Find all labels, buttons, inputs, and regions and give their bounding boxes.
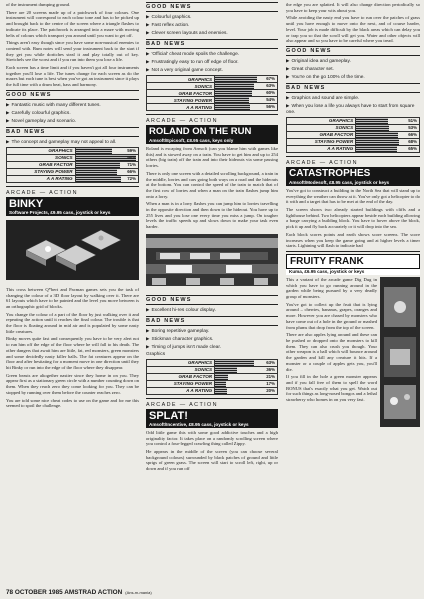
rating-row (147, 387, 278, 394)
rating-table (6, 147, 139, 183)
rating-label: GRAPHICS (147, 359, 215, 366)
column-1 (6, 2, 139, 411)
rating-value: 72% (127, 175, 136, 181)
rating-bar (215, 366, 278, 373)
rating-fill (76, 169, 117, 175)
page-footer (6, 589, 152, 596)
article-text: You've got to collect up the fruit that is lying around – cherries, bananas, grapes, oranges and more. However you are chased by monsters who have come out of a hole in the ground or mashed from plums that drop from the top of the screen. (286, 301, 377, 330)
article-text: The screen shows two already started buildings with cliffs and a lighthouse behind. Two helicopters appear beside each building allowing a barge carrying a building block. You have to hover above the block, pick it up and fly back accurately or it will drop into the sea. (286, 207, 420, 230)
review-subtitle: Amsoft/Modesoft, £8.95 cass, joystick or keys (286, 180, 420, 186)
rating-fill (356, 139, 399, 145)
rating-value: 56% (266, 104, 275, 109)
minus-icon: ▶ (6, 138, 10, 144)
column-3 (286, 2, 420, 427)
bad-point: ▶ Not a very original game concept. (146, 67, 223, 73)
rating-row (147, 359, 278, 366)
bad-news-heading: BAD NEWS (146, 39, 278, 49)
review-title: ROLAND ON THE RUN (146, 125, 278, 138)
plus-icon: ▶ (146, 22, 150, 27)
section-label: ARCADE — ACTION (286, 159, 358, 166)
rating-value: 60% (266, 90, 275, 95)
plus-icon: ▶ (286, 57, 290, 63)
article-text: When a man is in a lorry flashes you can jump him to lorries travelling in the opposite direction and then down to the hideout. You have up to 255 lives and you lose one every time you miss a jump. On tougher levels the traffic speeds up and slows down to make your task even harder. (146, 201, 278, 230)
review-title: CATASTROPHES (286, 167, 420, 180)
rating-value: 59% (127, 147, 136, 153)
rating-bar (215, 380, 278, 387)
good-news-heading: GOOD NEWS (146, 295, 278, 305)
minus-icon: ▶ (146, 51, 150, 56)
rating-fill (215, 104, 250, 110)
rating-label: GRAB FACTOR (287, 131, 356, 138)
rating-table (286, 117, 420, 153)
plus-icon: ▶ (6, 117, 10, 123)
article-text: You change the colour of a part of the floor by just walking over it and repeating the action until it reaches the final colour. The trouble is that the floor is floating around in mid air and is populated by some nasty little creatures. (6, 311, 139, 334)
rating-bar (75, 154, 138, 161)
rating-fill (356, 118, 388, 124)
rating-value: 65% (408, 145, 417, 151)
rating-fill (215, 374, 228, 380)
rating-label: STAYING POWER (7, 168, 76, 175)
rating-label: A A RATING (147, 104, 215, 111)
rating-row (147, 373, 278, 380)
good-point: ▶ Fast reflex action. (146, 22, 190, 28)
article-text: Roland is escaping from Arnsoft (can you blame him with games like this) and is stowed away on a train. You have to get him and up to 254 others (big train) off the train and into their hideouts via some passing lorries. (146, 146, 278, 169)
rating-label: GRAB FACTOR (147, 373, 215, 380)
article-text: There are 20 screens made up of a patchwork of four colours. One instrument will correspond to each colour tone and has to be picked up and brought back to the centre of the screen where a triangle flashes to indicate its place. The patchwork is arranged into a maze with moving belts of colours which transport you around until you want to get off. (6, 9, 139, 38)
good-point: ▶ You're on the go 100% of the time. (286, 73, 365, 80)
rating-bar (215, 76, 278, 83)
rating-bar (356, 124, 420, 131)
rating-bar (75, 147, 138, 154)
review-subtitle: Software Projects, £9.95 cass, joystick or keys (6, 210, 139, 216)
rating-value: 51% (408, 117, 417, 123)
plus-icon: ▶ (286, 73, 290, 79)
rating-label: A A RATING (7, 175, 76, 182)
rating-row (287, 117, 420, 124)
section-label: ARCADE — ACTION (6, 189, 78, 196)
minus-icon: ▶ (146, 335, 150, 341)
good-news-heading: GOOD NEWS (146, 2, 278, 12)
rating-value: 53% (408, 124, 417, 130)
rating-label: GRAB FACTOR (147, 90, 215, 97)
bad-tail: Graphics (146, 351, 166, 357)
rating-label: STAYING POWER (147, 97, 215, 104)
rating-row (147, 97, 278, 104)
rating-label: SONICS (147, 83, 215, 90)
rating-fill (215, 381, 226, 387)
rating-label: A A RATING (287, 145, 356, 152)
minus-icon: ▶ (286, 102, 290, 108)
review-title: SPLAT! (146, 409, 278, 422)
article-text: You are told some nice cheat codes to use on the game and for me this seemed to spoil the challenge. (6, 397, 139, 409)
rating-fill (215, 97, 248, 103)
rating-row (287, 124, 420, 131)
minus-icon: ▶ (146, 343, 150, 349)
rating-row (7, 154, 139, 161)
good-point: ▶ Novel gameplay and scenario. (6, 117, 76, 124)
rating-label: STAYING POWER (147, 380, 215, 387)
rating-value: 21% (266, 373, 275, 379)
fruity-frank-screenshot (380, 277, 420, 427)
article-text: Green beasts are altogether nastier since they home in on you. They appear first as a stationary green circle with a number counting down on them. When they reach zero they come looking for you. They can be stopped by running over them before the counter reaches zero. (6, 372, 139, 395)
rating-bar (356, 117, 420, 124)
section-label: ARCADE — ACTION (146, 401, 218, 408)
review-title: FRUITY FRANK (286, 254, 420, 269)
rating-bar (75, 175, 138, 182)
minus-icon: ▶ (286, 94, 290, 100)
rating-label: STAYING POWER (287, 138, 356, 145)
article-text: This a variant of the arcade game Dig Dug in which you have to go running around in the garden while being pursued by a very deadly group of monsters. (286, 276, 377, 300)
review-subtitle: Kuma, £6.95 cass, joystick or keys (286, 269, 420, 275)
plus-icon: ▶ (286, 65, 290, 71)
article-text: He appears in the middle of the screen (you can choose several background colours) surrounded by black patches of ground and little sprigs of green grass. The screen will start to scroll left, right, up or down and if you run off (146, 448, 278, 472)
article-text: of the instrument dumping ground. (6, 2, 71, 7)
rating-bar (215, 359, 278, 366)
rating-fill (76, 148, 113, 154)
rating-bar (215, 104, 278, 111)
article-text: Each block scores points and earth shows score screens. The score increases when you keep the game going and at higher levels a timer starts. Lightning will flash to indicate bad (286, 231, 420, 249)
rating-bar (356, 138, 420, 145)
good-news-heading: GOOD NEWS (286, 46, 420, 56)
rating-row (287, 131, 420, 138)
rating-fill (356, 125, 389, 131)
rating-value: 63% (266, 83, 275, 88)
good-news-heading: GOOD NEWS (6, 90, 139, 100)
rating-row (7, 168, 139, 175)
column-2 (146, 2, 278, 474)
article-text: Odd little game this with some good addictive touches and a high originality factor. It takes place on a randomly scrolling screen where you control a four-legged crawling thing called Zippy. (146, 429, 278, 447)
bad-point: ▶ Frustratingly easy to run off edge of floor. (146, 59, 239, 65)
plus-icon: ▶ (6, 109, 10, 115)
article-text: While avoiding the nasty end you have to run over the patches of grass until you have enough to move onto the next, and of course harder, level. Your job is made difficult by the black areas which can delay you or trap you so that the scroll will get you. Water and other objects will also appear and so you have to be careful where you tread. (286, 15, 420, 44)
rating-value: 36% (266, 366, 275, 372)
rating-row (147, 90, 278, 97)
rating-fill (356, 146, 397, 152)
bad-point: ▶ Timing of jumps isn't made clear. (146, 343, 221, 350)
rating-fill (215, 90, 252, 96)
rating-value: 66% (408, 131, 417, 137)
article-text: the edge you are splatted. It will also change direction periodically so you have to keep your wits about you. (286, 2, 420, 13)
rating-label: GRAPHICS (7, 147, 76, 154)
rating-fill (215, 76, 256, 82)
rating-bar (215, 83, 278, 90)
review-subtitle: Amsoft/Epicsoft, £8.95 cass, keys only (146, 138, 278, 144)
binky-screenshot (6, 220, 139, 280)
rating-value: 54% (266, 97, 275, 102)
footer-text: 78 OCTOBER 1985 AMSTRAD ACTION (6, 589, 123, 596)
rating-fill (356, 132, 397, 138)
rating-value: 71% (127, 161, 136, 167)
good-point: ▶ Excellent hi-res colour display. (146, 306, 216, 313)
rating-row (147, 104, 278, 111)
good-point: ▶ Fantastic music with many different tunes. (6, 101, 101, 108)
rating-row (287, 138, 420, 145)
bad-news-heading: BAD NEWS (286, 83, 420, 93)
rating-label: GRAPHICS (287, 117, 356, 124)
rating-label: GRAB FACTOR (7, 161, 76, 168)
rating-row (147, 380, 278, 387)
article-text: Things aren't easy though since you have some non-musical enemies to contend with. Bum notes will send your instrument back to the start if they get you while doritches steal it and play totally out of key. Streichels see the worst and if you run into them you lose a life. (6, 40, 139, 63)
bad-point: ▶ Boring repetitive gameplay. (146, 327, 210, 334)
rating-fill (76, 162, 120, 168)
article-text: Each screen has a time limit and if you haven't got all four instruments together you'll lose a life. The tunes change for each screen as do the mazes but each tune is best when you've got an instrument since it plays the full time with a drum beat, bass and harmony. (6, 65, 139, 88)
rating-value: 66% (127, 168, 136, 174)
rating-value: 96% (127, 154, 136, 160)
plus-icon: ▶ (146, 14, 150, 19)
rating-bar (215, 387, 278, 394)
article-text: There are also apples lying around and these can be pushed or dropped onto the monsters to kill them. They can also crush you though. Your other weapon is a ball which will bounce around the garden and kill any creature it hits. If a monster or a couple of apples gets you, you'll die. (286, 332, 377, 372)
rating-table (146, 75, 278, 111)
divider (6, 186, 139, 187)
article-text: If you fill in the hole a green monster appears and if you fall free of them to spell the word BONUS that's exactly what you get. Watch out for such things as long-nosed bongos and a lethal strawberry who homes in on you very fast. (286, 374, 377, 403)
rating-bar (356, 131, 420, 138)
rating-label: GRAPHICS (147, 76, 215, 83)
rating-table (146, 359, 278, 395)
bad-point: ▶ The concept and gameplay may not appeal to all. (6, 138, 117, 145)
article-text: You've got to construct a building in the North Sea that will stand up to everything the weather can throw at it. You've only got a helicopter to do it with and a target that has to be met at the end of the day. (286, 187, 420, 205)
good-point: ▶ Clever screen layouts and enemies. (146, 30, 228, 36)
rating-value: 20% (266, 387, 275, 393)
review-body (286, 277, 420, 427)
rating-row (287, 145, 420, 152)
rating-value: 63% (266, 359, 275, 365)
rating-fill (76, 176, 121, 182)
rating-bar (215, 97, 278, 104)
rating-row (7, 161, 139, 168)
rating-label: A A RATING (147, 387, 215, 394)
rating-bar (215, 373, 278, 380)
rating-row (147, 76, 278, 83)
minus-icon: ▶ (146, 327, 150, 333)
rating-value: 67% (266, 76, 275, 81)
divider (146, 114, 278, 115)
rating-row (147, 366, 278, 373)
good-point: ▶ Original idea and gameplay. (286, 57, 351, 64)
rating-bar (356, 145, 420, 152)
article-text: There is only one screen with a detailed scrolling background, a train in the middle, lorries and cars going both ways on a road and the hideouts at the bottom. You can control the speed of the train to match that of the first row of lorries and when a man on the train flashes jump him onto a lorry. (146, 170, 278, 199)
plus-icon: ▶ (6, 101, 10, 107)
plus-icon: ▶ (146, 30, 150, 35)
rating-value: 17% (266, 380, 275, 386)
rating-bar (75, 161, 138, 168)
article-text: Binky moves quite fast and consequently you have to be very alert not to run him off the edge of the floor where he will fall to his death. The other dangers that await him are little, fat, red monsters, green monsters and some decidedly nasty killer balls. The fat creatures appear on the floor and after hesitating for a moment move in one direction until they hit Binky or run into the edge of the floor where they disappear. (6, 336, 139, 370)
bad-point: ▶ When you lose a life you always have to start from square one. (286, 102, 415, 115)
rating-bar (215, 90, 278, 97)
section-label: ARCADE — ACTION (146, 118, 218, 124)
rating-row (7, 175, 139, 182)
good-point: ▶ Great character set. (286, 65, 334, 72)
rating-label: SONICS (7, 154, 76, 161)
divider (286, 251, 420, 252)
plus-icon: ▶ (146, 306, 150, 312)
review-title: BINKY (6, 197, 139, 210)
review-subtitle: Amsoft/Incentive, £8.95 cass, joystick or keys (146, 422, 278, 428)
good-point: ▶ Colourful graphics. (146, 14, 192, 20)
rating-fill (215, 83, 254, 89)
rating-fill (215, 388, 227, 394)
good-point: ▶ Carefully colourful graphics. (6, 109, 71, 116)
rating-label: SONICS (287, 124, 356, 131)
divider (286, 156, 420, 157)
article-text: This cross between Q*bert and Pacman games sets you the task of changing the colour of a 3D floor layout by walking over it. There are 61 layouts which have to be painted and the level you move between is an orthographic grid of blocks. (6, 286, 139, 309)
bad-news-heading: BAD NEWS (146, 316, 278, 326)
rating-fill (215, 367, 237, 373)
rating-bar (75, 168, 138, 175)
divider (146, 398, 278, 399)
rating-row (147, 83, 278, 90)
bad-point: ▶ Stickman character graphics. (146, 335, 214, 342)
minus-icon: ▶ (146, 59, 150, 64)
rating-value: 68% (408, 138, 417, 144)
bad-point: ▶ 'Official' cheat mode spoils the challenge. (146, 51, 240, 57)
review-text-block (286, 277, 377, 427)
rating-fill (215, 360, 254, 366)
rating-label: SONICS (147, 366, 215, 373)
roland-screenshot (146, 234, 278, 286)
footer-pub: (Ans-m-mania) (125, 590, 152, 595)
bad-news-heading: BAD NEWS (6, 127, 139, 137)
rating-row (7, 147, 139, 154)
bad-point: ▶ Graphics and sound are simple. (286, 94, 360, 101)
minus-icon: ▶ (146, 67, 150, 72)
